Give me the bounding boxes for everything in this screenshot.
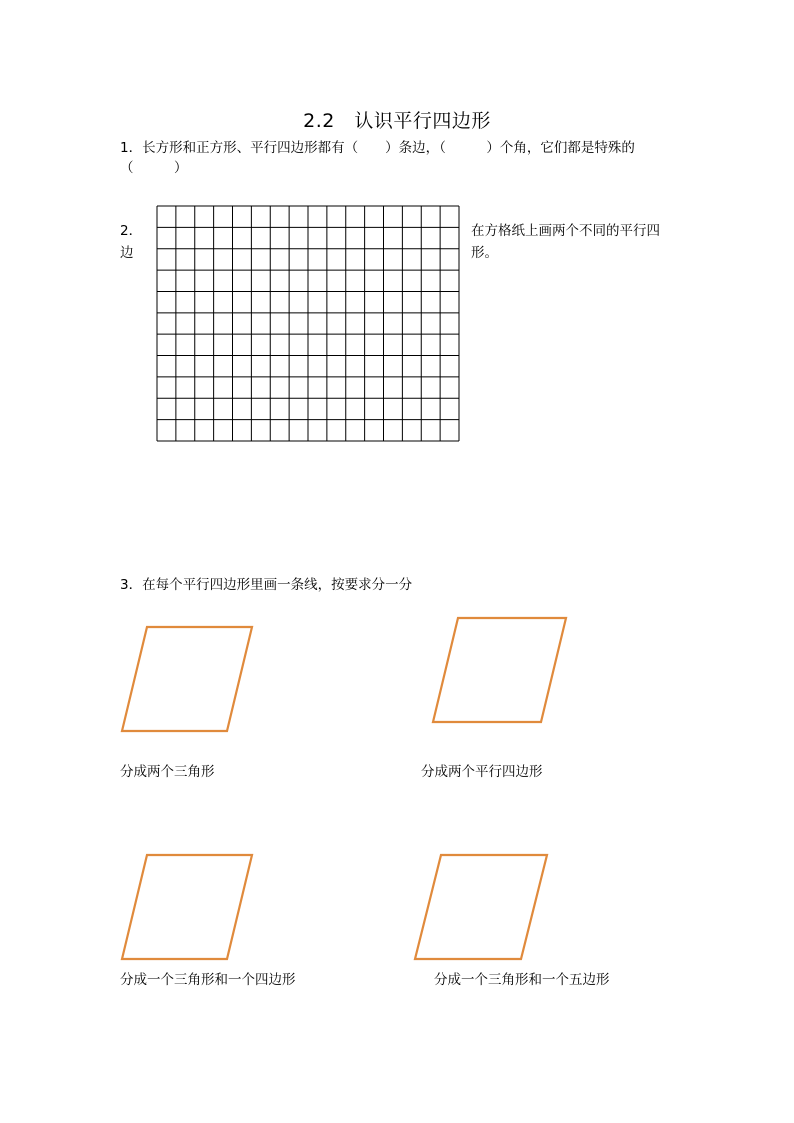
task-label-2: 分成两个平行四边形 (421, 764, 543, 780)
parallelogram-4-outline (415, 855, 547, 959)
question-2-instruction-line-1: 在方格纸上画两个不同的平行四 (471, 223, 660, 239)
parallelogram-3[interactable] (110, 848, 265, 968)
parallelogram-2-outline (433, 618, 566, 722)
parallelogram-3-outline (122, 855, 252, 959)
parallelogram-1[interactable] (110, 620, 265, 740)
parallelogram-2[interactable] (425, 612, 580, 732)
question-2-number: 2． (120, 223, 143, 239)
task-label-1: 分成两个三角形 (120, 764, 215, 780)
parallelogram-4[interactable] (405, 848, 560, 968)
task-label-3: 分成一个三角形和一个四边形 (120, 972, 296, 988)
grid-svg (156, 205, 460, 442)
question-1-line-2: （ ） (120, 160, 188, 176)
question-2-side-char: 边 (120, 245, 134, 261)
parallelogram-1-outline (122, 627, 252, 731)
page-title: 2.2 认识平行四边形 (303, 110, 491, 132)
graph-paper-grid[interactable] (156, 205, 460, 442)
question-2-instruction-line-2: 形。 (471, 245, 498, 261)
task-label-4: 分成一个三角形和一个五边形 (434, 972, 610, 988)
question-1-line-1: 1．长方形和正方形、平行四边形都有（ ）条边，（ ）个角，它们都是特殊的 (120, 140, 635, 156)
question-3-prompt: 3．在每个平行四边形里画一条线，按要求分一分 (120, 577, 413, 593)
